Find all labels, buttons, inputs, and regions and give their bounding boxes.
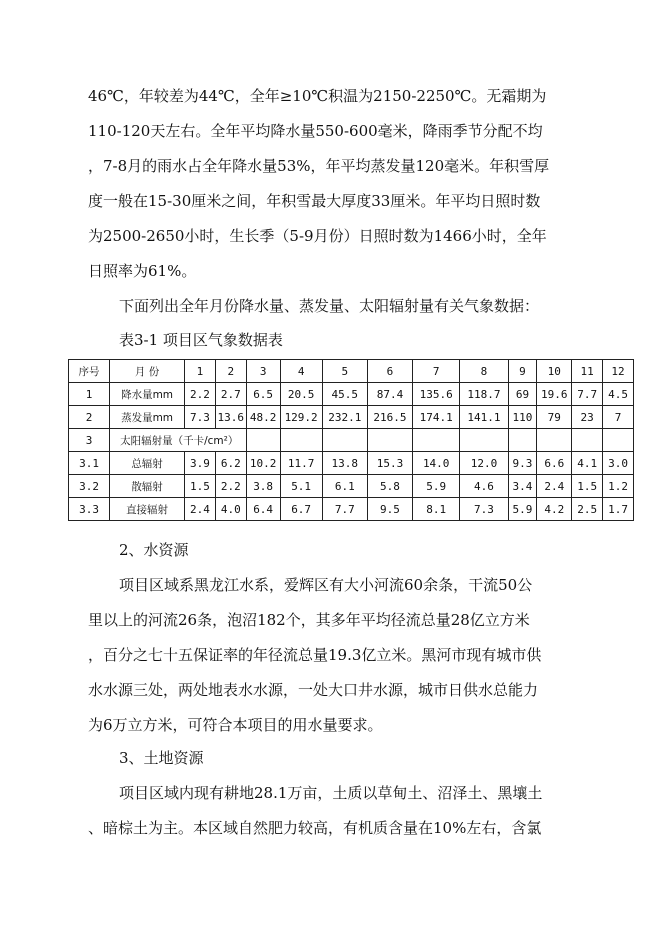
table-cell: 19.6: [537, 383, 572, 406]
table-cell: 5.9: [413, 475, 460, 498]
table-cell: 129.2: [280, 406, 322, 429]
table-cell: 9.3: [508, 452, 537, 475]
table-cell: 174.1: [413, 406, 460, 429]
table-cell: 79: [537, 406, 572, 429]
paragraph-line: 为6万立方米，可符合本项目的用水量要求。: [88, 716, 383, 734]
table-cell: 3.4: [508, 475, 537, 498]
table-cell: 15.3: [367, 452, 412, 475]
table-cell: 2.7: [215, 383, 246, 406]
table-header-row: [69, 360, 634, 383]
table-cell: 2.5: [572, 498, 603, 521]
paragraph-line: 110-120天左右。全年平均降水量550-600毫米，降雨季节分配不均: [88, 122, 543, 140]
month-header: 11: [572, 360, 603, 383]
paragraph-line: 为2500-2650小时，生长季（5-9月份）日照时数为1466小时，全年: [88, 227, 547, 245]
section-heading-land: 3、土地资源: [119, 749, 204, 767]
row-label: 总辐射: [110, 452, 185, 475]
table-cell: 1.5: [185, 475, 216, 498]
paragraph-line: 、暗棕土为主。本区域自然肥力较高，有机质含量在10%左右，含氯: [88, 819, 542, 837]
month-header: 3: [246, 360, 280, 383]
paragraph-line: 46℃，年较差为44℃，全年≥10℃积温为2150-2250℃。无霜期为: [88, 87, 547, 105]
empty-cell: [508, 429, 537, 452]
table-cell: 14.0: [413, 452, 460, 475]
paragraph-line: ，百分之七十五保证率的年径流总量19.3亿立米。黑河市现有城市供: [88, 646, 542, 664]
table-cell: 7: [603, 406, 634, 429]
table-cell: 3.9: [185, 452, 216, 475]
paragraph-line: 项目区域系黑龙江水系，爱辉区有大小河流60余条，干流50公: [119, 576, 533, 594]
table-cell: 6.2: [215, 452, 246, 475]
table-cell: 20.5: [280, 383, 322, 406]
table-cell: 9.5: [367, 498, 412, 521]
table-cell: 232.1: [322, 406, 367, 429]
empty-cell: [280, 429, 322, 452]
table-cell: 1.5: [572, 475, 603, 498]
table-row-total-radiation: [69, 452, 634, 475]
month-header: 2: [215, 360, 246, 383]
row-label: 散辐射: [110, 475, 185, 498]
paragraph-line: 日照率为61%。: [88, 262, 197, 280]
table-cell: 5.1: [280, 475, 322, 498]
empty-cell: [322, 429, 367, 452]
month-header: 1: [185, 360, 216, 383]
table-cell: 5.9: [508, 498, 537, 521]
paragraph-line: 下面列出全年月份降水量、蒸发量、太阳辐射量有关气象数据：: [119, 297, 540, 315]
table-cell: 135.6: [413, 383, 460, 406]
table-cell: 4.5: [603, 383, 634, 406]
table-cell: 7.3: [185, 406, 216, 429]
row-label: 降水量mm: [110, 383, 185, 406]
table-cell: 2.2: [215, 475, 246, 498]
table-caption: 表3-1 项目区气象数据表: [119, 331, 283, 349]
table-cell: 141.1: [460, 406, 508, 429]
table-cell: 11.7: [280, 452, 322, 475]
table-cell: 6.5: [246, 383, 280, 406]
table-cell: 10.2: [246, 452, 280, 475]
table-cell: 23: [572, 406, 603, 429]
table-cell: 4.6: [460, 475, 508, 498]
table-cell: 1.7: [603, 498, 634, 521]
row-seq: 2: [69, 406, 110, 429]
empty-cell: [603, 429, 634, 452]
header-month-label: 月 份: [110, 360, 185, 383]
row-seq: 3.1: [69, 452, 110, 475]
table-row-direct-radiation: [69, 498, 634, 521]
table-row-precipitation: [69, 383, 634, 406]
table-cell: 7.3: [460, 498, 508, 521]
row-seq: 1: [69, 383, 110, 406]
table-cell: 48.2: [246, 406, 280, 429]
table-cell: 216.5: [367, 406, 412, 429]
row-label: 直接辐射: [110, 498, 185, 521]
empty-cell: [537, 429, 572, 452]
month-header: 9: [508, 360, 537, 383]
table-cell: 2.4: [185, 498, 216, 521]
table-row-solar-radiation: [69, 429, 634, 452]
row-seq: 3.3: [69, 498, 110, 521]
empty-cell: [460, 429, 508, 452]
table-cell: 12.0: [460, 452, 508, 475]
table-cell: 6.1: [322, 475, 367, 498]
month-header: 8: [460, 360, 508, 383]
paragraph-line: 度一般在15-30厘米之间，年积雪最大厚度33厘米。年平均日照时数: [88, 192, 541, 210]
empty-cell: [572, 429, 603, 452]
month-header: 4: [280, 360, 322, 383]
month-header: 6: [367, 360, 412, 383]
table-cell: 3.0: [603, 452, 634, 475]
table-cell: 13.6: [215, 406, 246, 429]
table-row-evaporation: [69, 406, 634, 429]
row-seq: 3: [69, 429, 110, 452]
table-cell: 118.7: [460, 383, 508, 406]
month-header: 12: [603, 360, 634, 383]
table-cell: 69: [508, 383, 537, 406]
table-cell: 6.6: [537, 452, 572, 475]
section-heading-water: 2、水资源: [119, 541, 189, 559]
month-header: 7: [413, 360, 460, 383]
table-cell: 6.4: [246, 498, 280, 521]
table-cell: 13.8: [322, 452, 367, 475]
table-cell: 110: [508, 406, 537, 429]
month-header: 5: [322, 360, 367, 383]
table-cell: 5.8: [367, 475, 412, 498]
table-cell: 2.2: [185, 383, 216, 406]
table-cell: 7.7: [572, 383, 603, 406]
table-cell: 1.2: [603, 475, 634, 498]
table-cell: 4.0: [215, 498, 246, 521]
empty-cell: [246, 429, 280, 452]
table-cell: 6.7: [280, 498, 322, 521]
row-label: 蒸发量mm: [110, 406, 185, 429]
header-seq: 序号: [69, 360, 110, 383]
table-cell: 8.1: [413, 498, 460, 521]
table-cell: 4.1: [572, 452, 603, 475]
month-header: 10: [537, 360, 572, 383]
table-cell: 4.2: [537, 498, 572, 521]
empty-cell: [367, 429, 412, 452]
table-cell: 3.8: [246, 475, 280, 498]
weather-data-table: [68, 359, 634, 521]
table-cell: 7.7: [322, 498, 367, 521]
paragraph-line: ，7-8月的雨水占全年降水量53%，年平均蒸发量120毫米。年积雪厚: [88, 157, 550, 175]
row-seq: 3.2: [69, 475, 110, 498]
table-cell: 87.4: [367, 383, 412, 406]
paragraph-line: 里以上的河流26条，泡沼182个，其多年平均径流总量28亿立方米: [88, 611, 530, 629]
empty-cell: [413, 429, 460, 452]
row-label: 太阳辐射量（千卡/cm²）: [110, 429, 247, 452]
table-cell: 2.4: [537, 475, 572, 498]
paragraph-line: 水水源三处，两处地表水水源，一处大口井水源，城市日供水总能力: [88, 681, 539, 699]
paragraph-line: 项目区域内现有耕地28.1万亩，土质以草甸土、沼泽土、黑壤土: [119, 784, 543, 802]
table-row-diffuse-radiation: [69, 475, 634, 498]
table-cell: 45.5: [322, 383, 367, 406]
